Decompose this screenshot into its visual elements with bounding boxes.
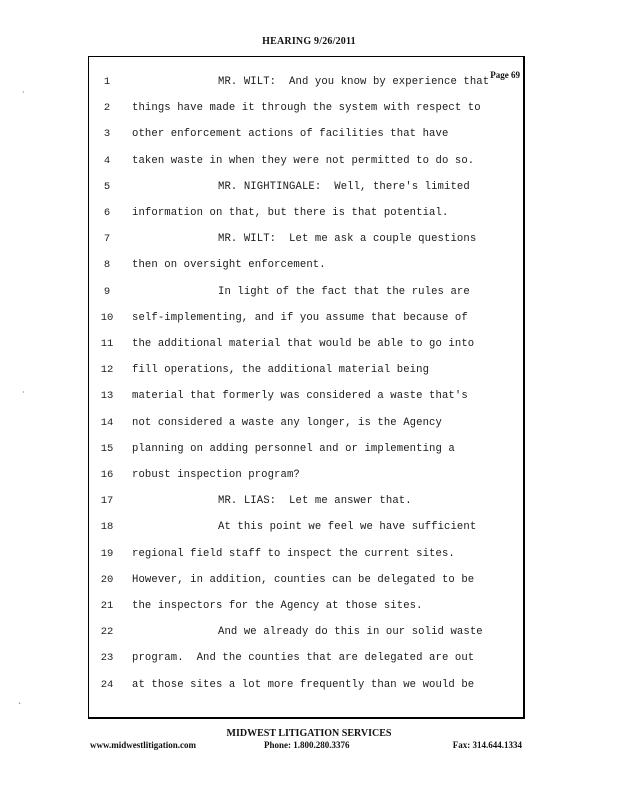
- line-text: However, in addition, counties can be delegated to be: [132, 573, 475, 586]
- transcript-line: [0, 181, 618, 201]
- line-number: 4: [103, 154, 111, 167]
- transcript-line: [0, 364, 618, 384]
- line-text: information on that, but there is that potential.: [132, 207, 449, 219]
- line-number: 15: [100, 442, 114, 455]
- line-text: At this point we feel we have sufficient: [218, 521, 477, 534]
- scan-speck: ·: [22, 88, 25, 97]
- transcript-line: [0, 469, 618, 489]
- line-number: 21: [100, 600, 114, 612]
- transcript-line: [0, 286, 618, 306]
- line-text: In light of the fact that the rules are: [218, 285, 470, 298]
- line-text: taken waste in when they were not permitted to do so.: [132, 154, 475, 167]
- line-text: then on oversight enforcement.: [132, 259, 326, 272]
- line-number: 9: [103, 285, 111, 298]
- line-number: 13: [100, 390, 114, 403]
- line-text: MR. WILT: And you know by experience that: [218, 76, 490, 88]
- line-text: things have made it through the system with respect to: [132, 102, 481, 115]
- transcript-line: [0, 548, 618, 568]
- line-number: 7: [103, 233, 111, 246]
- line-number: 10: [100, 311, 114, 324]
- line-number: 12: [100, 364, 114, 377]
- line-text: material that formerly was considered a waste that's: [132, 390, 468, 403]
- line-text: other enforcement actions of facilities that have: [132, 128, 449, 141]
- line-number: 18: [100, 521, 114, 534]
- footer-phone: Phone: 1.800.280.3376: [264, 740, 350, 750]
- transcript-line: [0, 443, 618, 463]
- footer-contact: [0, 740, 618, 752]
- line-text: MR. WILT: Let me ask a couple questions: [218, 233, 477, 246]
- scan-speck: ·: [22, 388, 25, 397]
- scan-speck: `: [18, 702, 22, 711]
- line-number: 3: [103, 128, 111, 141]
- transcript-line: [0, 600, 618, 620]
- line-text: MR. NIGHTINGALE: Well, there's limited: [218, 180, 470, 193]
- transcript-line: [0, 259, 618, 279]
- transcript-line: [0, 417, 618, 437]
- line-text: self-implementing, and if you assume that because of: [132, 311, 468, 324]
- transcript-line: [0, 233, 618, 253]
- transcript-line: [0, 76, 618, 96]
- line-number: 2: [103, 102, 111, 115]
- transcript-line: [0, 312, 618, 332]
- line-text: robust inspection program?: [132, 469, 300, 481]
- transcript-line: [0, 626, 618, 646]
- line-text: And we already do this in our solid waste: [218, 626, 483, 639]
- line-number: 11: [100, 338, 114, 350]
- line-text: program. And the counties that are delegated are out: [132, 652, 475, 665]
- line-number: 20: [100, 573, 114, 586]
- transcript-line: [0, 495, 618, 515]
- footer-fax: Fax: 314.644.1334: [452, 740, 522, 750]
- transcript-line: [0, 521, 618, 541]
- transcript-line: [0, 679, 618, 699]
- line-text: planning on adding personnel and or implementing a: [132, 442, 455, 455]
- line-text: the inspectors for the Agency at those sites.: [132, 600, 423, 612]
- transcript-line: [0, 102, 618, 122]
- line-number: 23: [100, 652, 114, 665]
- line-number: 1: [103, 76, 111, 88]
- line-text: fill operations, the additional material being: [132, 364, 430, 377]
- transcript-line: [0, 574, 618, 594]
- footer-company: MIDWEST LITIGATION SERVICES: [226, 728, 392, 739]
- transcript-line: [0, 390, 618, 410]
- page-number: Page 69: [490, 70, 520, 80]
- transcript-line: [0, 155, 618, 175]
- footer-website: www.midwestlitigation.com: [90, 740, 196, 750]
- line-text: at those sites a lot more frequently than we would be: [132, 678, 475, 691]
- line-number: 19: [100, 547, 114, 560]
- transcript-line: [0, 207, 618, 227]
- line-number: 14: [100, 416, 114, 429]
- line-number: 5: [103, 180, 111, 193]
- transcript-line: [0, 338, 618, 358]
- line-text: the additional material that would be able to go into: [132, 338, 475, 350]
- line-number: 22: [100, 626, 114, 639]
- line-number: 17: [100, 495, 114, 508]
- transcript-line: [0, 128, 618, 148]
- line-text: MR. LIAS: Let me answer that.: [218, 495, 412, 508]
- line-number: 16: [100, 469, 114, 481]
- line-number: 8: [103, 259, 111, 272]
- line-number: 6: [103, 207, 111, 219]
- document-header: HEARING 9/26/2011: [262, 36, 356, 47]
- line-number: 24: [100, 678, 114, 691]
- transcript-line: [0, 652, 618, 672]
- line-text: regional field staff to inspect the current sites.: [132, 547, 455, 560]
- line-text: not considered a waste any longer, is the Agency: [132, 416, 442, 429]
